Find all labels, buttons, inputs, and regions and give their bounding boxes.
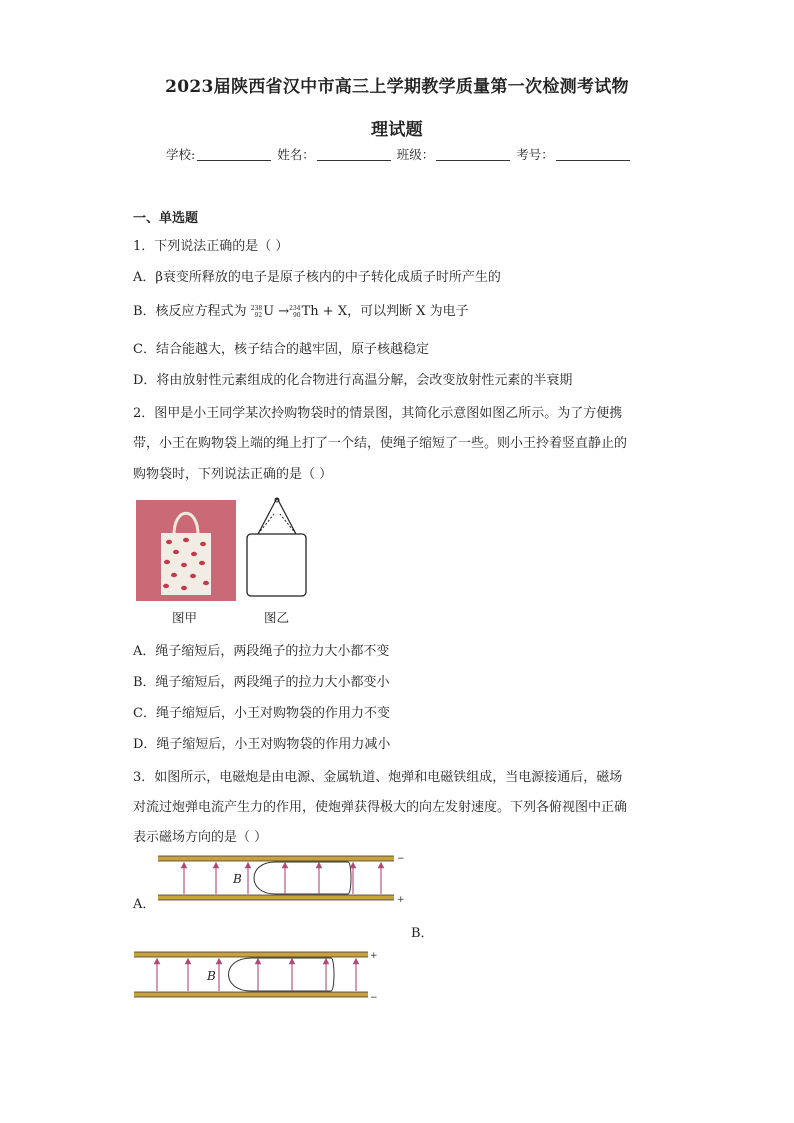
field-label-a: B: [233, 872, 242, 886]
schematic-knot-dash-left: [258, 514, 274, 534]
bottom-polarity-b: −: [370, 993, 378, 1003]
th-nuclide-numbers: [289, 305, 300, 319]
railgun-figure-a: [155, 852, 410, 906]
q1-option-d: D．将由放射性元素组成的化合物进行高温分解，会改变放射性元素的半衰期: [133, 373, 573, 388]
projectile-b: [229, 958, 335, 991]
q2-stem-line3: 购物袋时，下列说法正确的是（ ）: [133, 467, 333, 482]
q3-stem-line1: 3．如图所示，电磁炮是由电源、金属轨道、炮弹和电磁铁组成，当电源接通后，磁场: [133, 770, 623, 785]
th-mass-number: 234: [289, 304, 301, 312]
class-label: 班级：: [396, 147, 435, 162]
figure-jia-label: 图甲: [172, 610, 198, 625]
q2-stem-line2: 带，小王在购物袋上端的绳上打了一个结，使绳子缩短了一些。则小王拎着竖直静止的: [133, 436, 628, 451]
q1-option-c: C．结合能越大，核子结合的越牢固，原子核越稳定: [133, 342, 429, 357]
q1-b-suffix: ，可以判断 X 为电子: [347, 304, 469, 319]
schematic-bag-body: [247, 534, 306, 596]
u-mass-number: 238: [250, 304, 263, 312]
school-label: 学校:: [166, 147, 196, 162]
rail-bottom-a: [158, 895, 394, 900]
th-atomic-number: 90: [292, 311, 301, 319]
exam-title-line2: 理试题: [371, 120, 423, 140]
number-label: 考号：: [516, 147, 554, 162]
q1-option-b: [133, 300, 469, 319]
name-label: 姓名：: [277, 147, 315, 162]
bag-schematic: [244, 494, 310, 600]
schematic-rope-left: [258, 498, 277, 534]
q1-stem: 1．下列说法正确的是（ ）: [133, 239, 289, 254]
q1-b-prefix: B．核反应方程式为: [133, 304, 247, 319]
q2-option-c: C．绳子缩短后，小王对购物袋的作用力不变: [133, 706, 390, 721]
u-symbol: U: [263, 304, 275, 319]
figure-yi-label: 图乙: [264, 610, 290, 625]
q2-stem-line1: 2．图甲是小王同学某次拎购物袋时的情景图，其简化示意图如图乙所示。为了方便携: [133, 406, 623, 421]
bottom-polarity-a: +: [397, 895, 405, 905]
rail-top-a: [158, 856, 394, 861]
reaction-arrow: →: [278, 304, 290, 319]
q2-option-d: D．绳子缩短后，小王对购物袋的作用力减小: [133, 737, 391, 752]
q3-stem-line2: 对流过炮弹电流产生力的作用，使炮弹获得极大的向左发射速度。下列各俯视图中正确: [133, 800, 628, 815]
u-atomic-number: 92: [254, 311, 263, 319]
number-blank: [556, 148, 630, 161]
top-polarity-a: −: [397, 854, 405, 864]
student-info-row: [166, 145, 632, 163]
q2-option-b: B．绳子缩短后，两段绳子的拉力大小都变小: [133, 675, 390, 690]
railgun-figure-b: [131, 947, 383, 1003]
schematic-rope-right: [277, 498, 296, 534]
q3-option-a-label: A．: [133, 897, 156, 912]
q3-option-b-label: B．: [411, 926, 434, 941]
section-heading: 一、单选题: [133, 211, 199, 226]
q1-option-a: A．β衰变所释放的电子是原子核内的中子转化成质子时所产生的: [133, 270, 501, 285]
tote-bag-photo: [136, 500, 236, 601]
school-blank: [197, 148, 271, 161]
u-nuclide-numbers: [251, 305, 262, 319]
name-blank: [317, 148, 391, 161]
class-blank: [436, 148, 510, 161]
field-label-b: B: [207, 969, 216, 983]
th-symbol: Th + X: [301, 304, 348, 319]
exam-title-line1: 2023届陕西省汉中市高三上学期教学质量第一次检测考试物: [165, 77, 629, 97]
top-polarity-b: +: [370, 951, 378, 961]
schematic-knot-dash-right: [280, 514, 296, 534]
rail-top-b: [134, 952, 368, 957]
q3-stem-line3: 表示磁场方向的是（ ）: [133, 830, 268, 845]
q2-option-a: A．绳子缩短后，两段绳子的拉力大小都不变: [133, 644, 390, 659]
rail-bottom-b: [134, 992, 368, 997]
